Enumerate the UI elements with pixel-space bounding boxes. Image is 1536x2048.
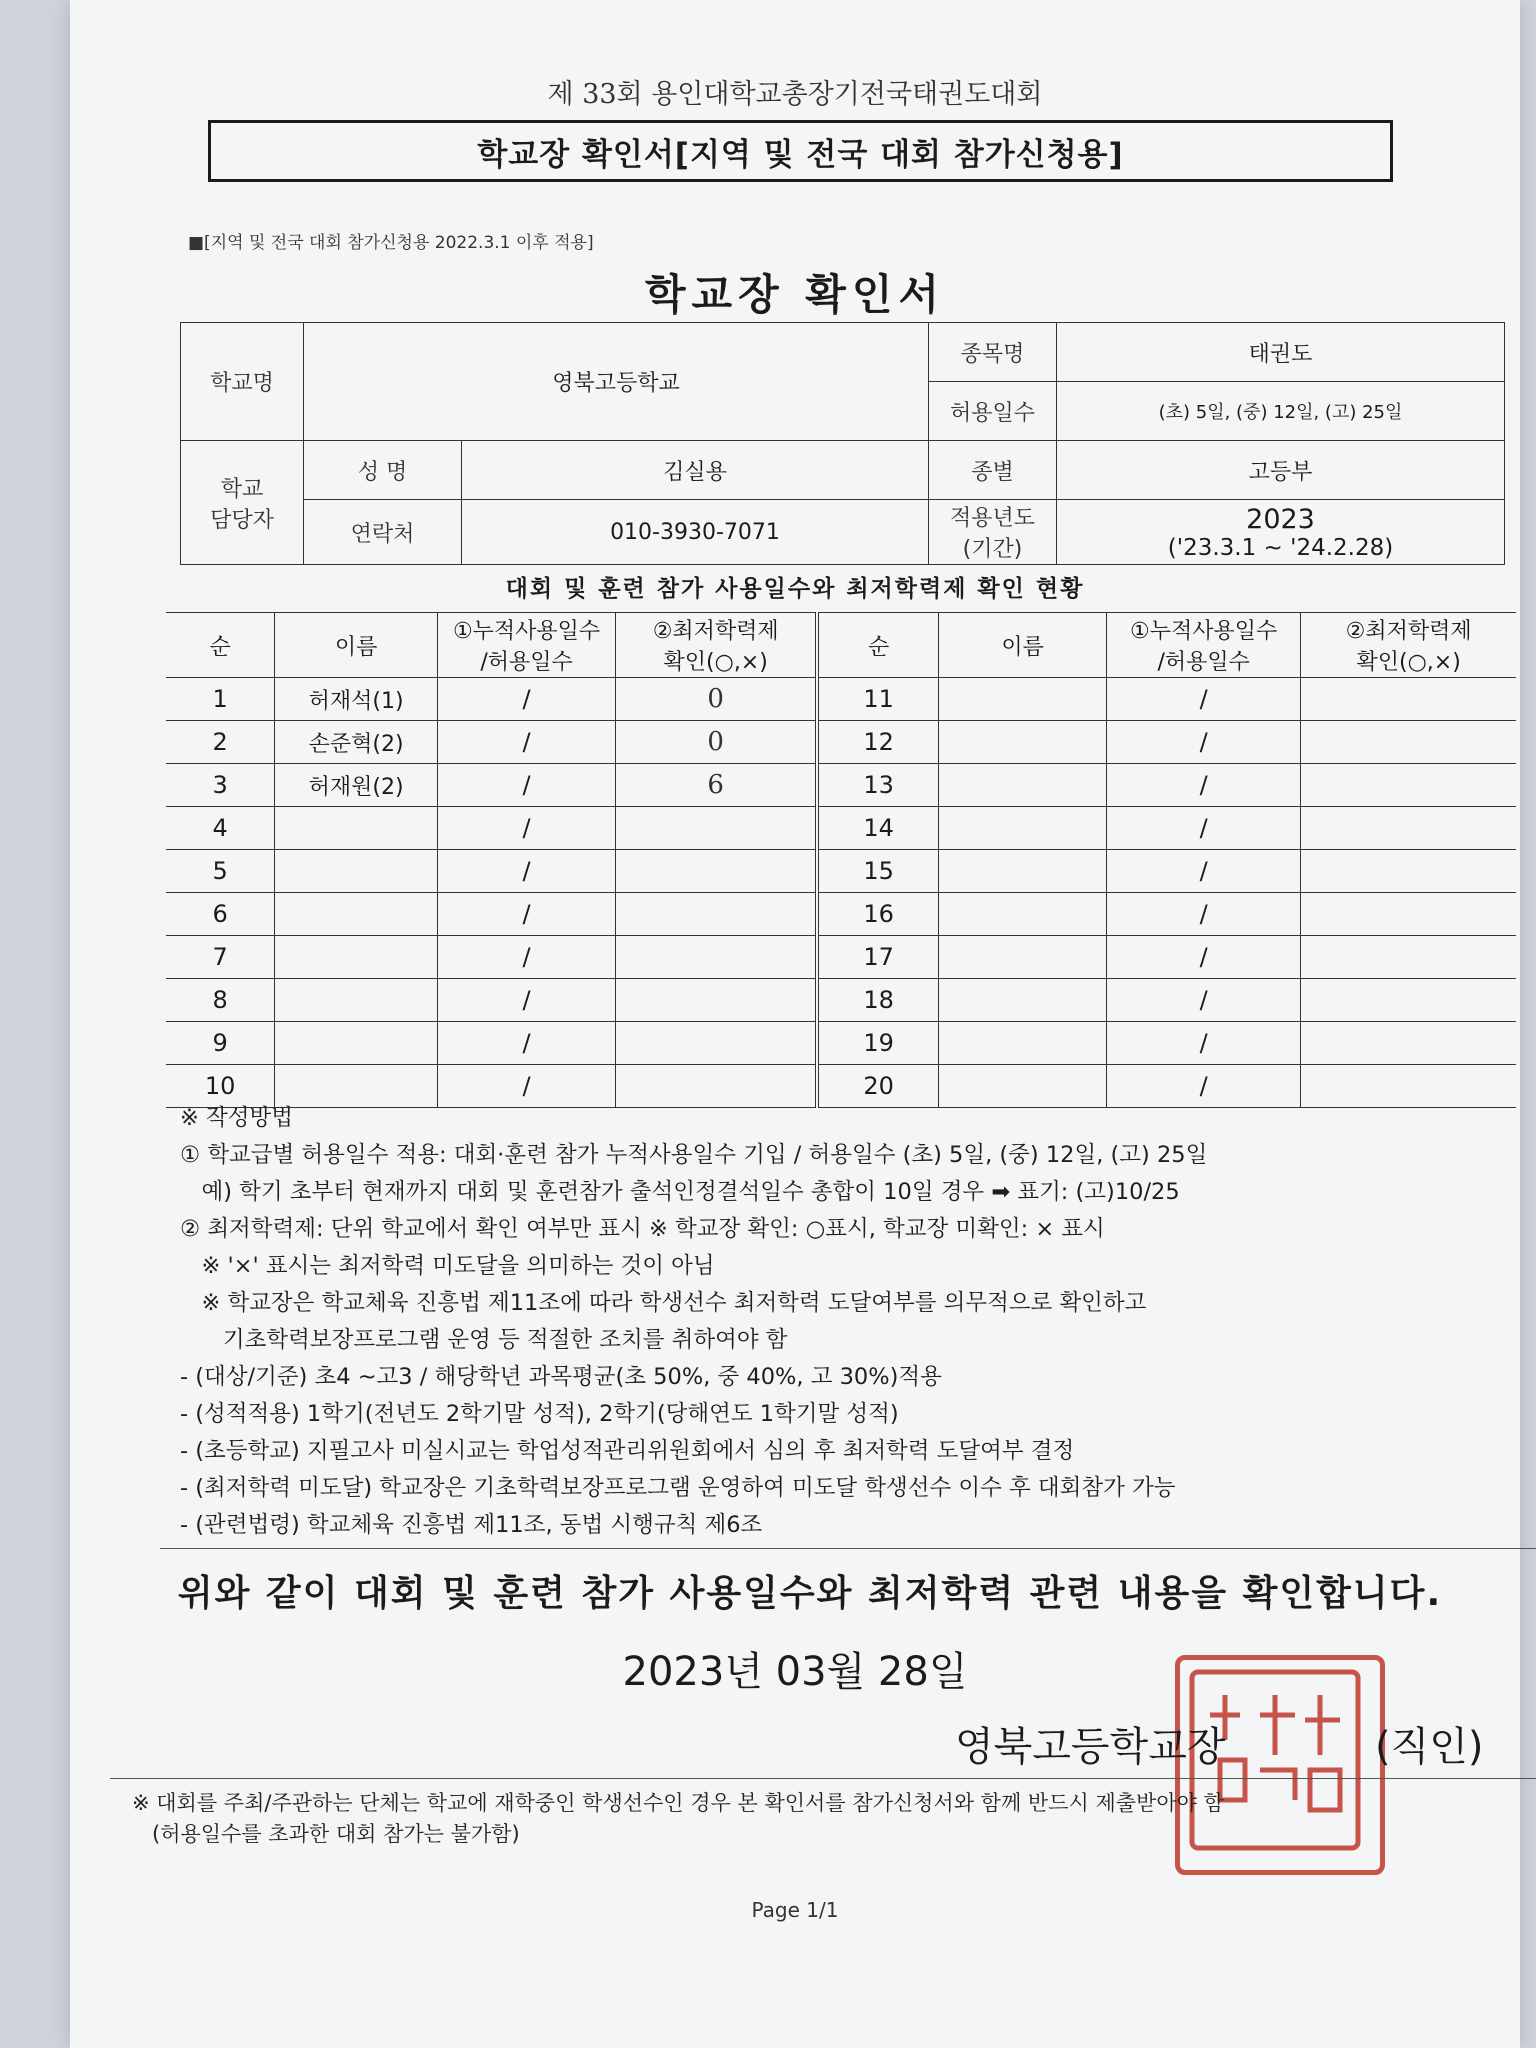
row-no-2: 20 <box>817 1065 939 1108</box>
divider-footer <box>110 1778 1536 1779</box>
roster-header-row <box>166 613 1516 678</box>
row-check: 6 <box>616 764 817 807</box>
contact-value: 010-3930-7071 <box>462 500 929 565</box>
row-usage-2: / <box>1106 850 1300 893</box>
instruction-line: - (성적적용) 1학기(전년도 2학기말 성적), 2학기(당해연도 1학기말 성적) <box>180 1401 899 1427</box>
event-title: 제 33회 용인대학교총장기전국태권도대회 <box>547 79 1043 110</box>
row-check: 0 <box>616 721 817 764</box>
row-name <box>275 893 438 936</box>
row-name-2 <box>939 764 1107 807</box>
table-row <box>166 893 1516 936</box>
row-usage: / <box>437 979 615 1022</box>
row-no-2: 18 <box>817 979 939 1022</box>
row-no-2: 14 <box>817 807 939 850</box>
row-usage: / <box>437 721 615 764</box>
row-no: 7 <box>166 936 275 979</box>
table-row <box>166 936 1516 979</box>
school-value: 영북고등학교 <box>304 323 929 441</box>
row-usage-2: / <box>1106 979 1300 1022</box>
header-name: 이름 <box>275 613 438 678</box>
instruction-line: - (관련법령) 학교체육 진흥법 제11조, 동법 시행규칙 제6조 <box>180 1512 763 1538</box>
row-name: 허재원(2) <box>275 764 438 807</box>
header-name-2: 이름 <box>939 613 1107 678</box>
row-usage-2: / <box>1106 678 1300 721</box>
row-no: 6 <box>166 893 275 936</box>
instruction-line: ② 최저학력제: 단위 학교에서 확인 여부만 표시 ※ 학교장 확인: ○표시, 학교장 미확인: × 표시 <box>180 1216 1105 1242</box>
instruction-line: ※ '×' 표시는 최저학력 미도달을 의미하는 것이 아님 <box>180 1253 715 1279</box>
row-usage: / <box>437 893 615 936</box>
row-no: 2 <box>166 721 275 764</box>
manager-label: 학교 담당자 <box>181 441 304 565</box>
row-check-2 <box>1301 678 1516 721</box>
row-name-2 <box>939 893 1107 936</box>
date-text: 2023년 03월 28일 <box>622 1649 968 1695</box>
row-no-2: 17 <box>817 936 939 979</box>
year-value: 2023 <box>1246 503 1315 535</box>
header-check: ②최저학력제 확인(○,×) <box>616 613 817 678</box>
header-no-2: 순 <box>817 613 939 678</box>
row-no: 3 <box>166 764 275 807</box>
table-row <box>166 764 1516 807</box>
info-table <box>180 322 1505 565</box>
year-cell <box>1057 500 1505 565</box>
footnote <box>132 1788 1224 1850</box>
row-usage-2: / <box>1106 764 1300 807</box>
allowed-value: (초) 5일, (중) 12일, (고) 25일 <box>1057 382 1505 441</box>
row-no-2: 12 <box>817 721 939 764</box>
header-usage: ①누적사용일수 /허용일수 <box>437 613 615 678</box>
row-check <box>616 850 817 893</box>
event-value: 태권도 <box>1057 323 1505 382</box>
row-no: 4 <box>166 807 275 850</box>
footnote-line: (허용일수를 초과한 대회 참가는 불가함) <box>152 1822 520 1846</box>
row-no-2: 16 <box>817 893 939 936</box>
instruction-line: ※ 학교장은 학교체육 진흥법 제11조에 따라 학생선수 최저학력 도달여부를 의무적으로 확인하고 <box>180 1290 1147 1316</box>
row-check-2 <box>1301 936 1516 979</box>
header-usage-2: ①누적사용일수 /허용일수 <box>1106 613 1300 678</box>
principal-name: 영북고등학교장 <box>955 1724 1226 1770</box>
event-label: 종목명 <box>929 323 1057 382</box>
table-row <box>166 721 1516 764</box>
row-usage-2: / <box>1106 807 1300 850</box>
row-name: 허재석(1) <box>275 678 438 721</box>
name-label: 성 명 <box>304 441 462 500</box>
division-value: 고등부 <box>1057 441 1505 500</box>
row-name-2 <box>939 1022 1107 1065</box>
seal-label: (직인) <box>1375 1724 1484 1770</box>
top-note: ■[지역 및 전국 대회 참가신청용 2022.3.1 이후 적용] <box>188 233 594 253</box>
main-title: 학교장 확인서 <box>644 270 946 319</box>
row-usage-2: / <box>1106 936 1300 979</box>
row-usage: / <box>437 936 615 979</box>
confirm-text: 위와 같이 대회 및 훈련 참가 사용일수와 최저학력 관련 내용을 확인합니다. <box>177 1573 1443 1614</box>
roster-title: 대회 및 훈련 참가 사용일수와 최저학력제 확인 현황 <box>505 576 1085 602</box>
row-usage-2: / <box>1106 893 1300 936</box>
instruction-line: - (초등학교) 지필고사 미실시교는 학업성적관리위원회에서 심의 후 최저학력 도달여부 결정 <box>180 1438 1075 1464</box>
instruction-line: - (대상/기준) 초4 ~고3 / 해당학년 과목평균(초 50%, 중 40%, 고 30%)적용 <box>180 1364 942 1390</box>
row-usage: / <box>437 764 615 807</box>
document-sheet <box>70 0 1520 2048</box>
row-no: 9 <box>166 1022 275 1065</box>
table-row <box>166 678 1516 721</box>
instruction-line: ※ 작성방법 <box>180 1105 293 1131</box>
row-check-2 <box>1301 850 1516 893</box>
row-name <box>275 1022 438 1065</box>
header-no: 순 <box>166 613 275 678</box>
row-name <box>275 850 438 893</box>
row-check-2 <box>1301 979 1516 1022</box>
row-check-2 <box>1301 807 1516 850</box>
instructions <box>180 1100 1530 1544</box>
row-check <box>616 893 817 936</box>
footnote-line: ※ 대회를 주최/주관하는 단체는 학교에 재학중인 학생선수인 경우 본 확인서를 참가신청서와 함께 반드시 제출받아야 함 <box>132 1791 1224 1815</box>
row-name <box>275 936 438 979</box>
year-period: ('23.3.1 ~ '24.2.28) <box>1167 534 1394 561</box>
row-no: 8 <box>166 979 275 1022</box>
table-row <box>166 1022 1516 1065</box>
row-usage: / <box>437 678 615 721</box>
row-usage: / <box>437 807 615 850</box>
contact-label: 연락처 <box>304 500 462 565</box>
instruction-line: ① 학교급별 허용일수 적용: 대회·훈련 참가 누적사용일수 기입 / 허용일수 (초) 5일, (중) 12일, (고) 25일 <box>180 1142 1208 1168</box>
row-name-2 <box>939 721 1107 764</box>
row-name-2 <box>939 979 1107 1022</box>
row-no: 10 <box>166 1065 275 1108</box>
instruction-line: - (최저학력 미도달) 학교장은 기초학력보장프로그램 운영하여 미도달 학생선수 이수 후 대회참가 가능 <box>180 1475 1176 1501</box>
header-check-2: ②최저학력제 확인(○,×) <box>1301 613 1516 678</box>
row-usage: / <box>437 1022 615 1065</box>
row-check: 0 <box>616 678 817 721</box>
page-label: Page 1/1 <box>751 1898 839 1922</box>
row-usage-2: / <box>1106 721 1300 764</box>
roster-body <box>166 678 1516 1108</box>
row-check-2 <box>1301 721 1516 764</box>
row-name-2 <box>939 936 1107 979</box>
row-check-2 <box>1301 893 1516 936</box>
row-name: 손준혁(2) <box>275 721 438 764</box>
row-name-2 <box>939 678 1107 721</box>
row-usage: / <box>437 1065 615 1108</box>
document-box-title: 학교장 확인서[지역 및 전국 대회 참가신청용] <box>208 120 1393 182</box>
row-name-2 <box>939 807 1107 850</box>
row-name-2 <box>939 850 1107 893</box>
row-no-2: 15 <box>817 850 939 893</box>
allowed-label: 허용일수 <box>929 382 1057 441</box>
roster-table <box>166 612 1516 1108</box>
divider <box>160 1548 1536 1549</box>
row-usage: / <box>437 850 615 893</box>
division-label: 종별 <box>929 441 1057 500</box>
row-check <box>616 1022 817 1065</box>
name-value: 김실용 <box>462 441 929 500</box>
instruction-line: 기초학력보장프로그램 운영 등 적절한 조치를 취하여야 함 <box>180 1327 788 1353</box>
instruction-line: 예) 학기 초부터 현재까지 대회 및 훈련참가 출석인정결석일수 총합이 10일 경우 ➡ 표기: (고)10/25 <box>180 1179 1180 1205</box>
row-usage-2: / <box>1106 1022 1300 1065</box>
row-check <box>616 807 817 850</box>
row-no: 5 <box>166 850 275 893</box>
row-name <box>275 807 438 850</box>
school-label: 학교명 <box>181 323 304 441</box>
year-label: 적용년도 (기간) <box>929 500 1057 565</box>
row-name <box>275 979 438 1022</box>
row-no-2: 19 <box>817 1022 939 1065</box>
table-row <box>166 850 1516 893</box>
table-row <box>166 979 1516 1022</box>
row-check <box>616 979 817 1022</box>
row-check-2 <box>1301 764 1516 807</box>
row-no-2: 11 <box>817 678 939 721</box>
row-usage-2: / <box>1106 1065 1300 1108</box>
table-row <box>166 807 1516 850</box>
row-check-2 <box>1301 1022 1516 1065</box>
row-no-2: 13 <box>817 764 939 807</box>
row-no: 1 <box>166 678 275 721</box>
row-check <box>616 936 817 979</box>
